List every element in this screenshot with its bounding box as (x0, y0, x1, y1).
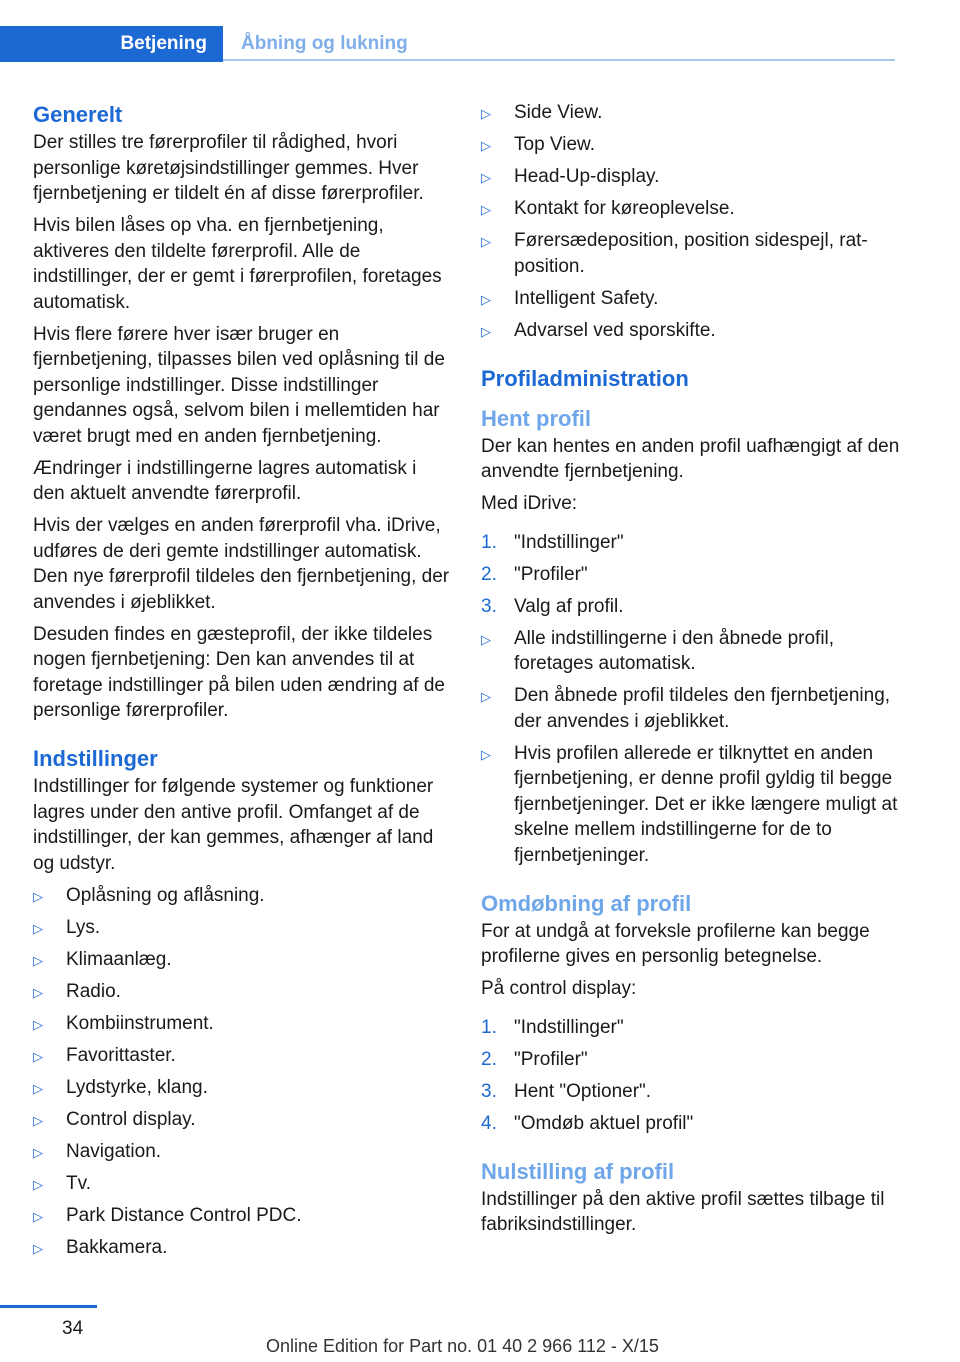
triangle-bullet-icon: ▷ (33, 952, 43, 968)
left-column (33, 100, 453, 1267)
triangle-bullet-icon: ▷ (481, 746, 491, 762)
list-item (33, 1203, 453, 1229)
hent-with: Med iDrive: (481, 493, 578, 514)
hent-intro: Der kan hentes en anden profil uafhængigt af den anvendte fjernbetjening. (481, 435, 900, 482)
step-text: "Profiler" (514, 563, 588, 585)
omdob-with: På control display: (481, 978, 637, 999)
step-text: "Profiler" (514, 1048, 588, 1070)
heading-indstillinger: Indstillinger (33, 746, 158, 771)
list-item-text: Control display. (66, 1108, 196, 1130)
step-text: "Indstillinger" (514, 1016, 624, 1038)
list-item-text: Head-Up-display. (514, 166, 660, 187)
step-text: "Indstillinger" (514, 531, 624, 553)
triangle-bullet-icon: ▷ (33, 984, 43, 1000)
list-item-text: Klimaanlæg. (66, 948, 172, 970)
triangle-bullet-icon: ▷ (481, 291, 491, 307)
paragraph: Ændringer i indstillingerne lagres automatisk i den aktuelt anvendte førerprofil. (33, 457, 417, 504)
triangle-bullet-icon: ▷ (33, 1048, 43, 1064)
triangle-bullet-icon: ▷ (33, 920, 43, 936)
indstillinger-intro: Indstillinger for følgende systemer og funktioner lagres under den antive profil. Omfanget af de indstillinger, der kan gemmes, afhænger af land og udstyr. (33, 776, 434, 874)
step-item (481, 1047, 901, 1073)
list-item (481, 286, 901, 312)
step-item (481, 562, 901, 588)
paragraph: Hvis bilen låses op vha. en fjernbetjening, aktiveres den tildelte førerprofil. Alle de indstillinger, der er gemt i førerprofilen, foretages automatisk. (33, 215, 442, 313)
step-number: 3. (481, 595, 497, 617)
triangle-bullet-icon: ▷ (481, 234, 491, 249)
step-number: 1. (481, 531, 497, 553)
triangle-bullet-icon: ▷ (33, 1176, 43, 1192)
step-item (481, 1079, 901, 1105)
list-item (33, 1139, 453, 1165)
edition-text: Online Edition for Part no. 01 40 2 966 112 - X/15 (266, 1336, 659, 1356)
triangle-bullet-icon: ▷ (481, 202, 491, 217)
list-item (33, 1107, 453, 1133)
list-item (481, 164, 901, 190)
step-number: 1. (481, 1016, 497, 1038)
settings-list (33, 883, 453, 1261)
list-item (481, 683, 901, 734)
list-item-text: Oplåsning og aflåsning. (66, 884, 265, 906)
hent-steps (481, 530, 901, 620)
list-item-text: Lydstyrke, klang. (66, 1076, 208, 1098)
list-item-text: Radio. (66, 980, 121, 1002)
step-number: 2. (481, 1048, 497, 1070)
heading-omdobning: Omdøbning af profil (481, 890, 692, 916)
list-item-text: Lys. (66, 916, 101, 938)
list-item-text: Intelligent Safety. (514, 287, 659, 309)
list-item (33, 1075, 453, 1101)
triangle-bullet-icon: ▷ (481, 631, 491, 647)
list-item-text: Park Distance Control PDC. (66, 1204, 302, 1226)
list-item (33, 979, 453, 1005)
triangle-bullet-icon: ▷ (33, 1144, 43, 1160)
step-text: Hent "Optioner". (514, 1080, 652, 1102)
header-rule (223, 59, 895, 61)
page-number: 34 (62, 1318, 84, 1339)
list-item-text: Alle indstillingerne i den åbnede profil, foretages automatisk. (514, 627, 835, 674)
step-item (481, 594, 901, 620)
hent-notes (481, 626, 901, 869)
triangle-bullet-icon: ▷ (481, 170, 491, 185)
list-item (481, 100, 901, 126)
footer-rule (0, 1305, 97, 1308)
step-item (481, 1111, 901, 1137)
triangle-bullet-icon: ▷ (481, 138, 491, 153)
list-item (481, 626, 901, 677)
list-item-text: Navigation. (66, 1140, 162, 1162)
right-column (481, 100, 901, 1244)
list-item (481, 318, 901, 344)
list-item-text: Side View. (514, 102, 603, 123)
list-item (33, 915, 453, 941)
list-item (481, 228, 901, 279)
heading-hent-profil: Hent profil (481, 405, 591, 431)
step-number: 3. (481, 1080, 497, 1102)
list-item (33, 947, 453, 973)
list-item-text: Den åbnede profil tildeles den fjernbetjening, der anvendes i øjeblikket. (514, 685, 891, 732)
list-item (33, 883, 453, 909)
heading-generelt: Generelt (33, 102, 123, 127)
omdob-steps (481, 1015, 901, 1137)
list-item-text: Tv. (66, 1172, 91, 1194)
list-item (481, 741, 901, 869)
section-tab[interactable]: Betjening (0, 26, 223, 62)
step-text: "Omdøb aktuel profil" (514, 1112, 694, 1134)
omdob-intro: For at undgå at forveksle profilerne kan begge profilerne gives en personlig betegnelse. (481, 920, 870, 967)
paragraph: Hvis der vælges en anden førerprofil vha. iDrive, udføres de deri gemte indstillinger automatisk. Den nye førerprofil tildeles den fjernbetjening, der anvendes i øjeblikket. (33, 515, 450, 613)
triangle-bullet-icon: ▷ (33, 1112, 43, 1128)
subsection-tab[interactable]: Åbning og lukning (241, 33, 408, 54)
generelt-body (33, 130, 453, 724)
list-item-text: Hvis profilen allerede er tilknyttet en anden fjernbetjening, er denne profil gyldig til begge fjernbetjeninger. Det er ikke længere muligt at skelne mellem indstillingerne for de to fjernbetjeninger. (514, 742, 898, 866)
paragraph: Der stilles tre førerprofiler til rådighed, hvori personlige køretøjsindstillinger gemmes. Hver fjernbetjening er tildelt én af disse førerprofiler. (33, 132, 424, 204)
list-item (33, 1235, 453, 1261)
settings-list-continued (481, 100, 901, 343)
list-item-text: Top View. (514, 134, 595, 155)
page-header (0, 26, 895, 62)
list-item-text: Førersædeposition, position sidespejl, rat-position. (514, 230, 868, 277)
list-item-text: Favorittaster. (66, 1044, 176, 1066)
step-item (481, 1015, 901, 1041)
triangle-bullet-icon: ▷ (33, 1240, 43, 1256)
step-item (481, 530, 901, 556)
list-item-text: Bakkamera. (66, 1236, 168, 1258)
step-text: Valg af profil. (514, 595, 624, 617)
list-item-text: Kombiinstrument. (66, 1012, 214, 1034)
list-item (33, 1043, 453, 1069)
list-item-text: Kontakt for køreoplevelse. (514, 198, 735, 219)
step-number: 2. (481, 563, 497, 585)
paragraph: Hvis flere førere hver især bruger en fjernbetjening, tilpasses bilen ved oplåsning til de personlige indstillinger. Disse indstillinger gendannes også, selvom bilen i mellemtiden har været brugt med en anden fjernbetjening. (33, 323, 445, 447)
list-item (33, 1011, 453, 1037)
step-number: 4. (481, 1112, 497, 1134)
list-item (33, 1171, 453, 1197)
triangle-bullet-icon: ▷ (481, 689, 491, 704)
nulstil-intro: Indstillinger på den aktive profil sættes tilbage til fabriksindstillinger. (481, 1188, 885, 1235)
triangle-bullet-icon: ▷ (481, 323, 491, 339)
list-item-text: Advarsel ved sporskifte. (514, 319, 716, 341)
triangle-bullet-icon: ▷ (33, 888, 43, 904)
heading-nulstilling: Nulstilling af profil (481, 1158, 675, 1184)
triangle-bullet-icon: ▷ (33, 1080, 43, 1096)
list-item (481, 196, 901, 222)
triangle-bullet-icon: ▷ (33, 1016, 43, 1032)
triangle-bullet-icon: ▷ (481, 106, 491, 121)
triangle-bullet-icon: ▷ (33, 1208, 43, 1224)
heading-profiladministration: Profiladministration (481, 365, 689, 391)
list-item (481, 132, 901, 158)
paragraph: Desuden findes en gæsteprofil, der ikke tildeles nogen fjernbetjening: Den kan anvendes til at foretage indstillinger på bilen uden ændring af de personlige førerprofiler. (33, 623, 445, 721)
